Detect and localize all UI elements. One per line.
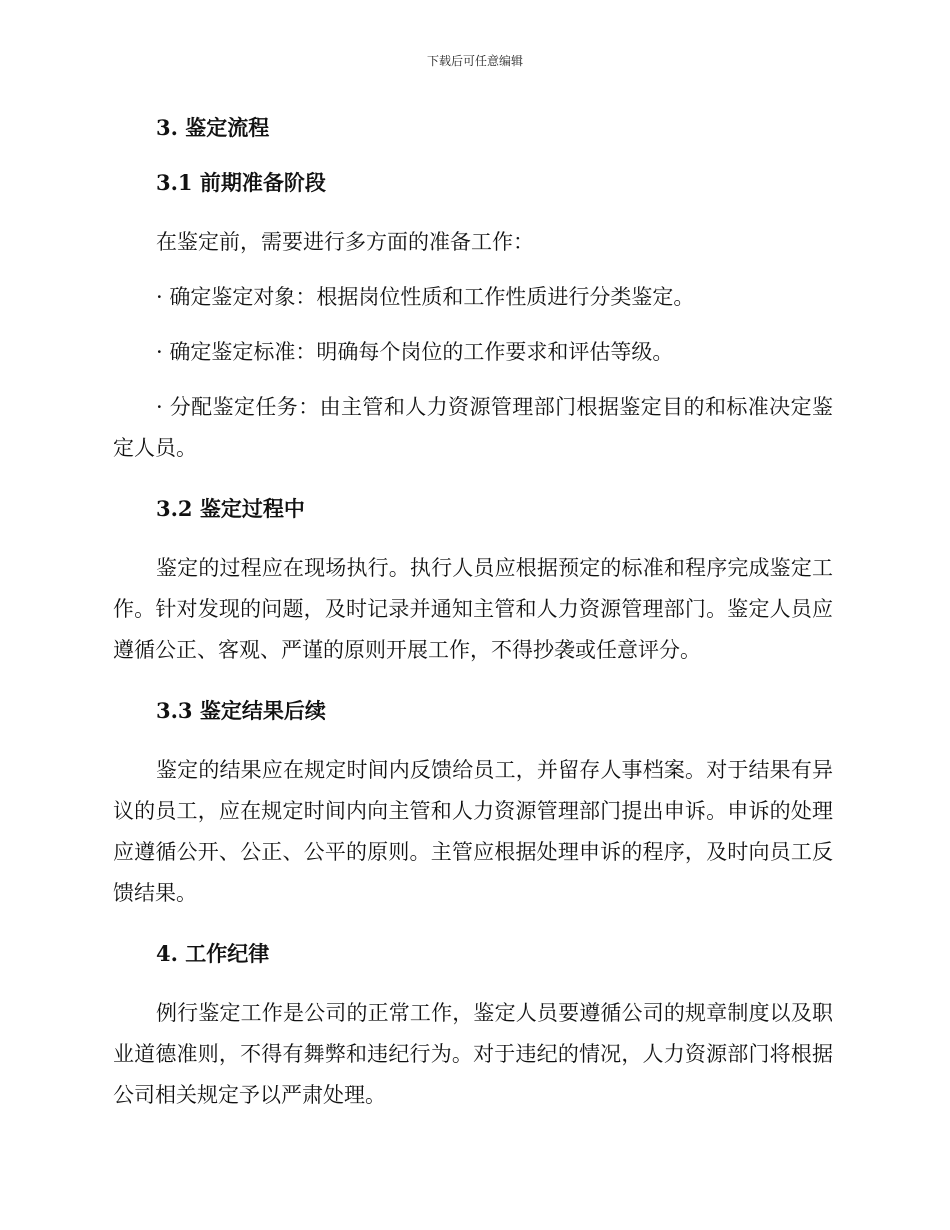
bullet-item: · 确定鉴定对象：根据岗位性质和工作性质进行分类鉴定。 — [156, 285, 695, 309]
section-3-3-heading: 3.3 鉴定结果后续 — [156, 698, 326, 723]
section-3-heading: 3. 鉴定流程 — [156, 115, 270, 140]
document-body — [113, 112, 833, 1116]
section-3-3-body: 鉴定的结果应在规定时间内反馈给员工，并留存人事档案。对于结果有异议的员工，应在规定时间内向主管和人力资源管理部门提出申诉。申诉的处理应遵循公开、公正、公平的原则。主管应根据处理申诉的程序，及时向员工反馈结果。 — [113, 758, 833, 905]
section-3-2-heading: 3.2 鉴定过程中 — [156, 496, 305, 521]
bullet-item: · 确定鉴定标准：明确每个岗位的工作要求和评估等级。 — [156, 340, 674, 364]
section-3-1-heading: 3.1 前期准备阶段 — [156, 170, 326, 195]
section-4-heading: 4. 工作纪律 — [156, 941, 270, 966]
section-3-2-body: 鉴定的过程应在现场执行。执行人员应根据预定的标准和程序完成鉴定工作。针对发现的问题，及时记录并通知主管和人力资源管理部门。鉴定人员应遵循公正、客观、严谨的原则开展工作，不得抄袭或任意评分。 — [113, 556, 833, 662]
bullet-item: · 分配鉴定任务：由主管和人力资源管理部门根据鉴定目的和标准决定鉴定人员。 — [113, 395, 833, 460]
page-header: 下载后可任意编辑 — [426, 54, 523, 68]
section-4-body: 例行鉴定工作是公司的正常工作，鉴定人员要遵循公司的规章制度以及职业道德准则，不得有舞弊和违纪行为。对于违纪的情况，人力资源部门将根据公司相关规定予以严肃处理。 — [113, 1001, 833, 1107]
section-3-1-intro: 在鉴定前，需要进行多方面的准备工作： — [156, 230, 534, 254]
